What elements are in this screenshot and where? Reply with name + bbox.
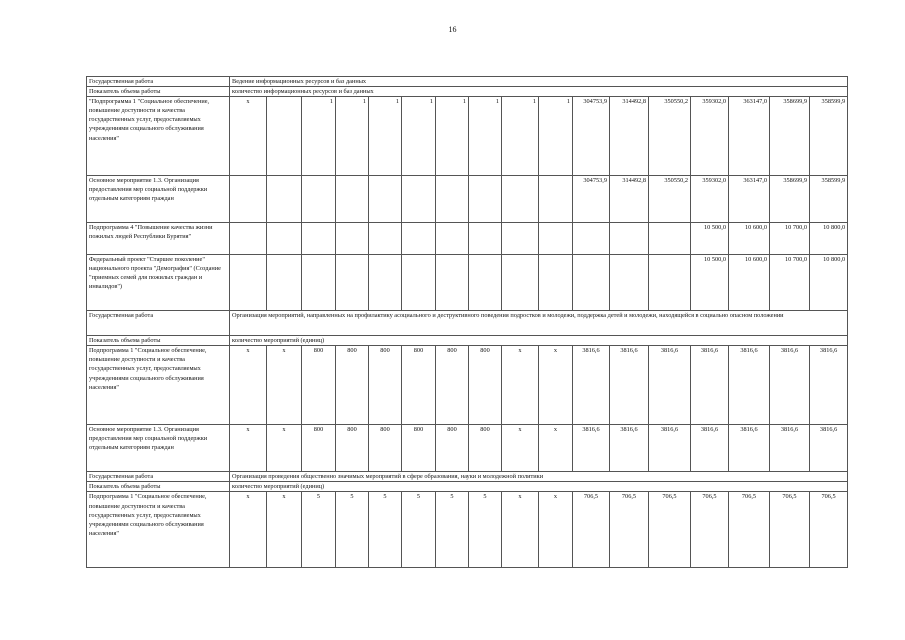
table-cell: x <box>230 425 267 472</box>
table-cell: 800 <box>336 346 369 425</box>
table-cell: 10 800,0 <box>810 223 848 255</box>
table-cell: 3816,6 <box>649 346 691 425</box>
table-cell: 350550,2 <box>649 176 691 223</box>
row-description: Ведение информационных ресурсов и баз данных <box>230 77 848 87</box>
row-label: Государственная работа <box>87 472 230 482</box>
table-cell <box>336 255 369 311</box>
table-cell: 1 <box>436 97 469 176</box>
row-description: Организация мероприятий, направленных на профилактику асоциального и деструктивного поведения подростков и молодежи, поддержка детей и молодежи, находящейся в социально опасном положении <box>230 311 848 336</box>
state-task-table <box>86 76 848 568</box>
table-cell <box>402 255 436 311</box>
table-cell: 1 <box>336 97 369 176</box>
row-description: количество мероприятий (единиц) <box>230 482 848 492</box>
table-cell <box>369 176 402 223</box>
table-row <box>87 425 848 472</box>
table-cell: 706,5 <box>691 492 729 568</box>
table-cell: 10 700,0 <box>770 223 810 255</box>
table-cell <box>539 223 573 255</box>
table-cell: 800 <box>369 425 402 472</box>
table-cell: 800 <box>402 425 436 472</box>
table-row <box>87 97 848 176</box>
table-cell: 800 <box>469 425 502 472</box>
row-label: Показатель объема работы <box>87 482 230 492</box>
table-cell <box>502 255 539 311</box>
table-cell <box>336 223 369 255</box>
table-cell: 10 700,0 <box>770 255 810 311</box>
table-cell: 3816,6 <box>691 425 729 472</box>
table-cell <box>436 255 469 311</box>
table-row <box>87 77 848 87</box>
table-cell: x <box>230 97 267 176</box>
table-cell: 3816,6 <box>729 425 770 472</box>
table-cell <box>230 255 267 311</box>
table-cell <box>469 255 502 311</box>
table-cell <box>336 176 369 223</box>
table-row <box>87 346 848 425</box>
table-cell: 3816,6 <box>810 346 848 425</box>
table-cell: 10 800,0 <box>810 255 848 311</box>
table-cell: 800 <box>336 425 369 472</box>
table-cell: 800 <box>469 346 502 425</box>
table-cell <box>230 176 267 223</box>
table-cell <box>267 176 302 223</box>
table-cell: 706,5 <box>610 492 649 568</box>
table-row <box>87 255 848 311</box>
table-cell: 10 500,0 <box>691 223 729 255</box>
table-row <box>87 87 848 97</box>
table-cell <box>436 176 469 223</box>
table-cell: 3816,6 <box>770 425 810 472</box>
table-cell: 706,5 <box>649 492 691 568</box>
row-label: Показатель объема работы <box>87 336 230 346</box>
row-label: Основное мероприятие 1.3. Организация предоставления мер социальной поддержки отдельным категориям граждан <box>87 425 230 472</box>
table-cell <box>402 223 436 255</box>
table-cell: 1 <box>369 97 402 176</box>
table-cell: 10 600,0 <box>729 223 770 255</box>
table-cell: x <box>539 346 573 425</box>
row-label: Государственная работа <box>87 311 230 336</box>
table-cell: 706,5 <box>810 492 848 568</box>
table-cell: 3816,6 <box>610 346 649 425</box>
table-cell <box>402 176 436 223</box>
table-cell: x <box>502 425 539 472</box>
table-cell: 800 <box>436 425 469 472</box>
table-cell <box>573 223 610 255</box>
table-cell: 359302,0 <box>691 176 729 223</box>
table-row <box>87 223 848 255</box>
page-number: 16 <box>448 25 457 34</box>
row-label: Показатель объема работы <box>87 87 230 97</box>
table-cell: 10 500,0 <box>691 255 729 311</box>
table-cell: 3816,6 <box>691 346 729 425</box>
table-cell: 3816,6 <box>649 425 691 472</box>
table-cell <box>267 223 302 255</box>
table-cell <box>649 255 691 311</box>
table-cell: 706,5 <box>770 492 810 568</box>
table-cell: 800 <box>369 346 402 425</box>
table-cell: 363147,0 <box>729 97 770 176</box>
table-cell: 359302,0 <box>691 97 729 176</box>
table-cell: 358599,9 <box>810 97 848 176</box>
table-cell: 358699,9 <box>770 97 810 176</box>
table-cell: 3816,6 <box>770 346 810 425</box>
row-description: Организация проведения общественно значимых мероприятий в сфере образования, науки и молодежной политики <box>230 472 848 482</box>
row-label: "Подпрограмма 1 "Социальное обеспечение, повышение доступности и качества государственных услуг, предоставляемых учреждениями социального обслуживания населения" <box>87 97 230 176</box>
table-cell <box>369 223 402 255</box>
table-row <box>87 482 848 492</box>
row-label: Государственная работа <box>87 77 230 87</box>
table-cell: x <box>267 425 302 472</box>
row-label: Подпрограмма 4 "Повышение качества жизни пожилых людей Республики Бурятия" <box>87 223 230 255</box>
table-cell: 1 <box>469 97 502 176</box>
table-cell: 350550,2 <box>649 97 691 176</box>
table-cell <box>369 255 402 311</box>
table-cell: 5 <box>469 492 502 568</box>
table-cell: 10 600,0 <box>729 255 770 311</box>
table-cell: x <box>502 346 539 425</box>
table-cell: 314492,8 <box>610 176 649 223</box>
table-cell: 3816,6 <box>610 425 649 472</box>
table-cell: 706,5 <box>573 492 610 568</box>
row-label: Подпрограмма 1 "Социальное обеспечение, повышение доступности и качества государственных услуг, предоставляемых учреждениями социального обслуживания населения" <box>87 346 230 425</box>
table-row <box>87 311 848 336</box>
table-cell: 1 <box>402 97 436 176</box>
table-cell <box>469 176 502 223</box>
table-cell: 706,5 <box>729 492 770 568</box>
table-cell <box>230 223 267 255</box>
table-cell: 1 <box>502 97 539 176</box>
table-row <box>87 472 848 482</box>
table-cell <box>302 255 336 311</box>
table-cell: 363147,0 <box>729 176 770 223</box>
table-cell <box>539 176 573 223</box>
table-cell <box>436 223 469 255</box>
table-cell: 3816,6 <box>573 346 610 425</box>
table-cell: 358699,9 <box>770 176 810 223</box>
table-cell: 5 <box>402 492 436 568</box>
table-cell: 3816,6 <box>573 425 610 472</box>
table-cell: x <box>539 492 573 568</box>
table-cell <box>539 255 573 311</box>
row-description: количество мероприятий (единиц) <box>230 336 848 346</box>
table-cell: 800 <box>302 425 336 472</box>
table-cell <box>302 223 336 255</box>
table-cell <box>649 223 691 255</box>
table-cell: 1 <box>302 97 336 176</box>
table-cell <box>267 97 302 176</box>
table-cell: 5 <box>436 492 469 568</box>
table-row <box>87 336 848 346</box>
row-label: Основное мероприятие 1.3. Организация предоставления мер социальной поддержки отдельным категориям граждан <box>87 176 230 223</box>
table-cell: 3816,6 <box>810 425 848 472</box>
table-cell: x <box>230 346 267 425</box>
table-cell: 800 <box>436 346 469 425</box>
row-label: Подпрограмма 1 "Социальное обеспечение, повышение доступности и качества государственных услуг, предоставляемых учреждениями социального обслуживания населения" <box>87 492 230 568</box>
row-label: Федеральный проект "Старшее поколение" национального проекта "Демография" (Создание "приемных семей для пожилых граждан и инвалидов") <box>87 255 230 311</box>
table-cell <box>610 223 649 255</box>
table-cell <box>302 176 336 223</box>
table-cell: 3816,6 <box>729 346 770 425</box>
table-cell: 358599,9 <box>810 176 848 223</box>
table-cell: x <box>502 492 539 568</box>
table-cell: x <box>230 492 267 568</box>
row-description: количество информационных ресурсов и баз данных <box>230 87 848 97</box>
table-cell: 314492,8 <box>610 97 649 176</box>
table-cell: 304753,9 <box>573 176 610 223</box>
table-cell <box>267 255 302 311</box>
table-cell: 800 <box>302 346 336 425</box>
table-cell: 1 <box>539 97 573 176</box>
table-cell <box>469 223 502 255</box>
table-cell: x <box>267 492 302 568</box>
table-body <box>87 77 848 568</box>
table-cell <box>502 176 539 223</box>
table-cell: x <box>539 425 573 472</box>
table-cell: 304753,9 <box>573 97 610 176</box>
table-cell: 800 <box>402 346 436 425</box>
table-row <box>87 492 848 568</box>
table-row <box>87 176 848 223</box>
table-cell: 5 <box>369 492 402 568</box>
table-cell: 5 <box>336 492 369 568</box>
table-cell <box>610 255 649 311</box>
table-cell: x <box>267 346 302 425</box>
table-cell <box>502 223 539 255</box>
table-cell: 5 <box>302 492 336 568</box>
table-cell <box>573 255 610 311</box>
